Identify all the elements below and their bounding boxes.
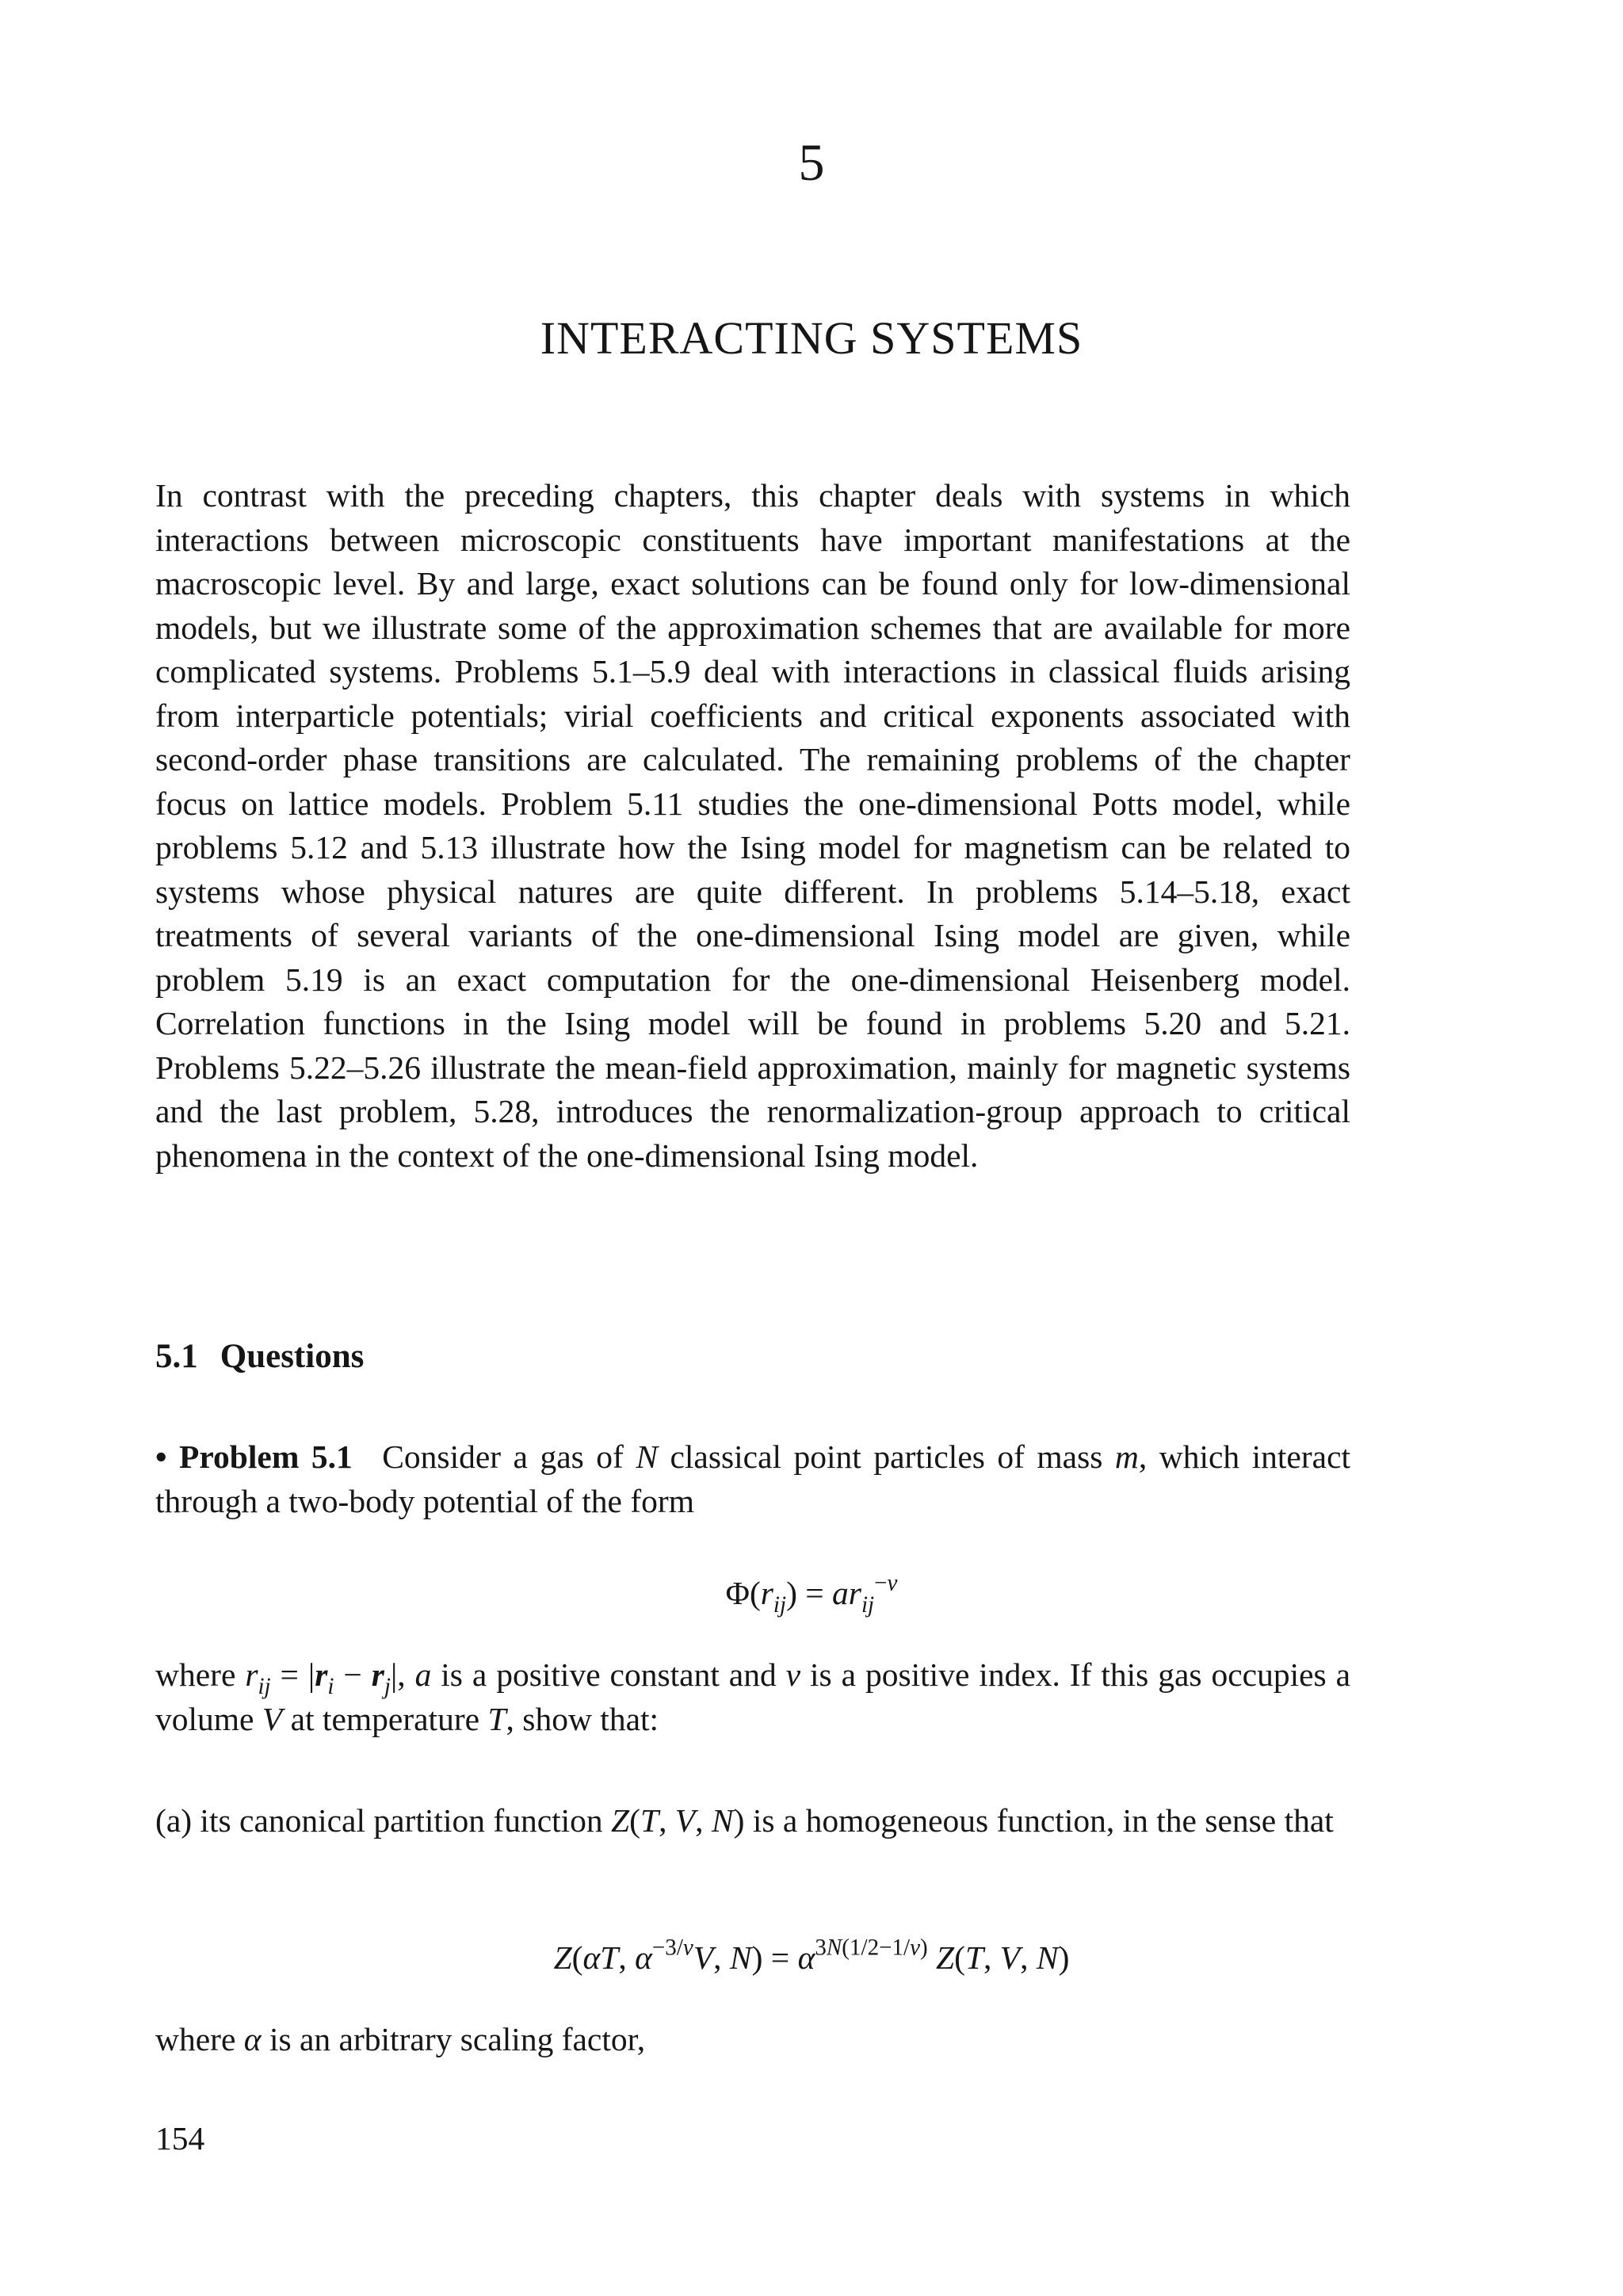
part-a: (a) its canonical partition function Z(T, V, N) is a homogeneous function, in the sense that [155, 1802, 1334, 1839]
alpha-line: where α is an arbitrary scaling factor, [155, 2021, 646, 2057]
where-line: where $r_{ij} = |r_i - r_j|$, a is a positive constant and ν is a positive index. If this gas occupies a volume V at temperature T, show that: [155, 1656, 1351, 1737]
problem-text: Consider a gas of [382, 1438, 624, 1475]
text: , show that: [506, 1700, 659, 1737]
section-title: Questions [220, 1338, 365, 1375]
text: is a positive constant and [441, 1656, 777, 1693]
chapter-intro-paragraph: In contrast with the preceding chapters, this chapter deals with systems in which interactions between microscopic constituents have important manifestations at the macroscopic level. By and large, exact solutions can be found only for low-dimensional models, but we illustrate some of the approximation schemes that are available for more complicated systems. Problems 5.1–5.9 deal with interactions in classical fluids arising from interparticle potentials; virial coefficients and critical exponents associated with second-order phase transitions are calculated. The remaining problems of the chapter focus on lattice models. Problem 5.11 studies the one-dimensional Potts model, while problems 5.12 and 5.13 illustrate how the Ising model for magnetism can be related to systems whose physical natures are quite different. In problems 5.14–5.18, exact treatments of several variants of the one-dimensional Ising model are given, while problem 5.19 is an exact computation for the one-dimensional Heisenberg model. Correlation functions in the Ising model will be found in problems 5.20 and 5.21. Problems 5.22–5.26 illustrate the mean-field approximation, mainly for magnetic systems and the last problem, 5.28, introduces the renormalization-group approach to critical phenomena in the context of the one-dimensional Ising model. [155, 477, 1350, 1174]
variable-m: m [1114, 1438, 1139, 1475]
equation-potential: $\Phi(r_{ij}) = ar_{ij}^{-\nu}$ [725, 1570, 898, 1618]
variable-N: N [636, 1438, 658, 1475]
page-number: 154 [155, 2120, 205, 2157]
text: is a homogeneous function, in the sense that [752, 1802, 1334, 1839]
equation-homogeneity: Z(αT, $\alpha^{-3/\nu}V$, $N) = \alpha^{3N(1/2-1/\nu)}$ Z(T, V, N) [553, 1935, 1070, 1976]
section-number: 5.1 [155, 1338, 198, 1375]
section-heading [155, 1335, 364, 1379]
bullet: • [155, 1438, 167, 1475]
text: at temperature [290, 1700, 480, 1737]
problem-text: , which interact through a two-body potential of the form [155, 1438, 1351, 1519]
text: is an arbitrary scaling factor, [269, 2021, 646, 2057]
text: is a positive index. If this gas occupies a volume [155, 1656, 1351, 1737]
problem-5-1-statement [155, 1435, 1350, 1523]
problem-text: classical point particles of mass [670, 1438, 1103, 1475]
text: where [155, 2021, 236, 2057]
text: where [155, 1656, 236, 1693]
problem-number: Problem 5.1 [179, 1438, 353, 1475]
text: (a) its canonical partition function [155, 1802, 603, 1839]
chapter-number: 5 [798, 134, 825, 192]
chapter-title: INTERACTING SYSTEMS [540, 312, 1083, 364]
problem-label [155, 1438, 353, 1475]
